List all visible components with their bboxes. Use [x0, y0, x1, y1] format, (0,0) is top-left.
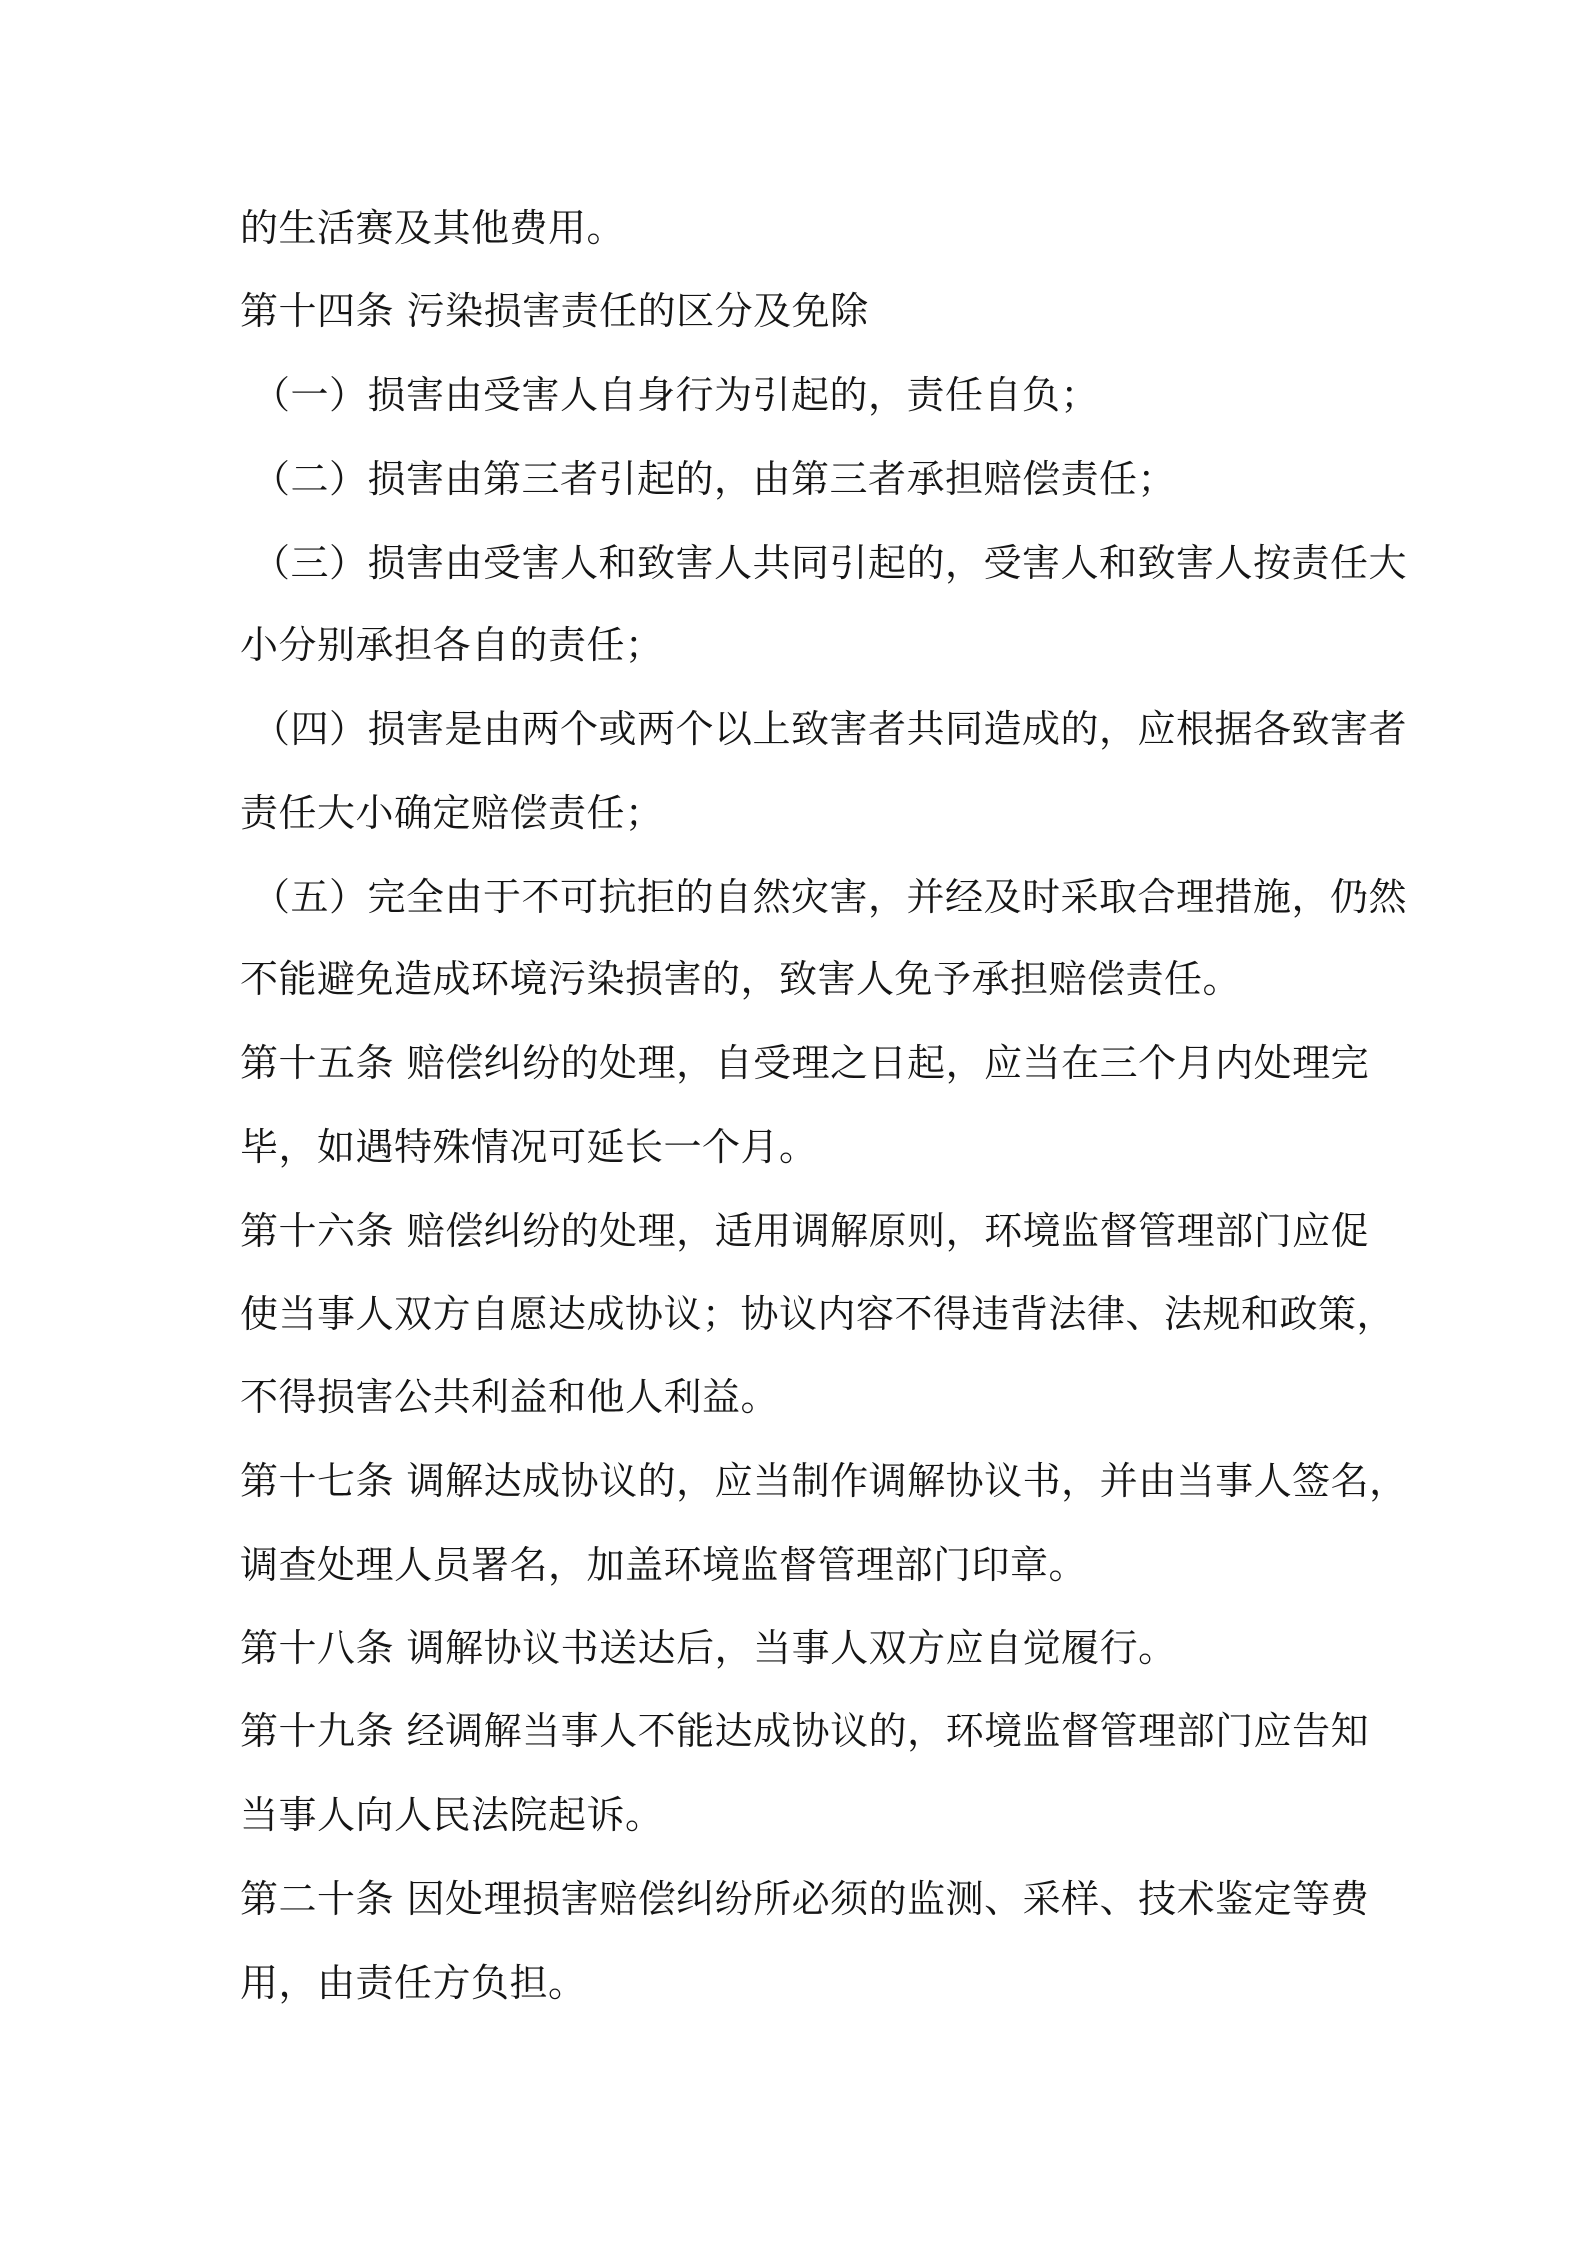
- article-18: 第十八条 调解协议书送达后，当事人双方应自觉履行。: [240, 1626, 1177, 1670]
- article-19-continued: 当事人向人民法院起诉。: [240, 1793, 664, 1837]
- clause-5-continued: 不能避免造成环境污染损害的，致害人免予承担赔偿责任。: [240, 957, 1242, 1001]
- article-17-continued: 调查处理人员署名，加盖环境监督管理部门印章。: [240, 1543, 1088, 1587]
- article-15-continued: 毕，如遇特殊情况可延长一个月。: [240, 1125, 818, 1169]
- article-20-continued: 用，由责任方负担。: [240, 1961, 587, 2005]
- article-16-continued: 不得损害公共利益和他人利益。: [240, 1375, 780, 1419]
- article-20: 第二十条 因处理损害赔偿纠纷所必须的监测、采样、技术鉴定等费: [240, 1877, 1370, 1921]
- clause-1: （一）损害由受害人自身行为引起的，责任自负；: [252, 373, 1100, 417]
- clause-4: （四）损害是由两个或两个以上致害者共同造成的，应根据各致害者: [252, 707, 1408, 751]
- article-14-heading: 第十四条 污染损害责任的区分及免除: [240, 289, 869, 333]
- clause-2: （二）损害由第三者引起的，由第三者承担赔偿责任；: [252, 457, 1177, 501]
- clause-4-continued: 责任大小确定赔偿责任；: [240, 791, 664, 835]
- article-16: 第十六条 赔偿纠纷的处理，适用调解原则，环境监督管理部门应促: [240, 1209, 1370, 1253]
- article-17: 第十七条 调解达成协议的，应当制作调解协议书，并由当事人签名，: [240, 1459, 1408, 1503]
- clause-3-continued: 小分别承担各自的责任；: [240, 623, 664, 667]
- clause-3: （三）损害由受害人和致害人共同引起的，受害人和致害人按责任大: [252, 541, 1408, 585]
- clause-5: （五）完全由于不可抗拒的自然灾害，并经及时采取合理措施，仍然: [252, 875, 1408, 919]
- text-line: 的生活赛及其他费用。: [240, 206, 626, 250]
- article-19: 第十九条 经调解当事人不能达成协议的，环境监督管理部门应告知: [240, 1709, 1370, 1753]
- article-16-continued: 使当事人双方自愿达成协议；协议内容不得违背法律、法规和政策，: [240, 1292, 1396, 1336]
- article-15: 第十五条 赔偿纠纷的处理，自受理之日起，应当在三个月内处理完: [240, 1041, 1370, 1085]
